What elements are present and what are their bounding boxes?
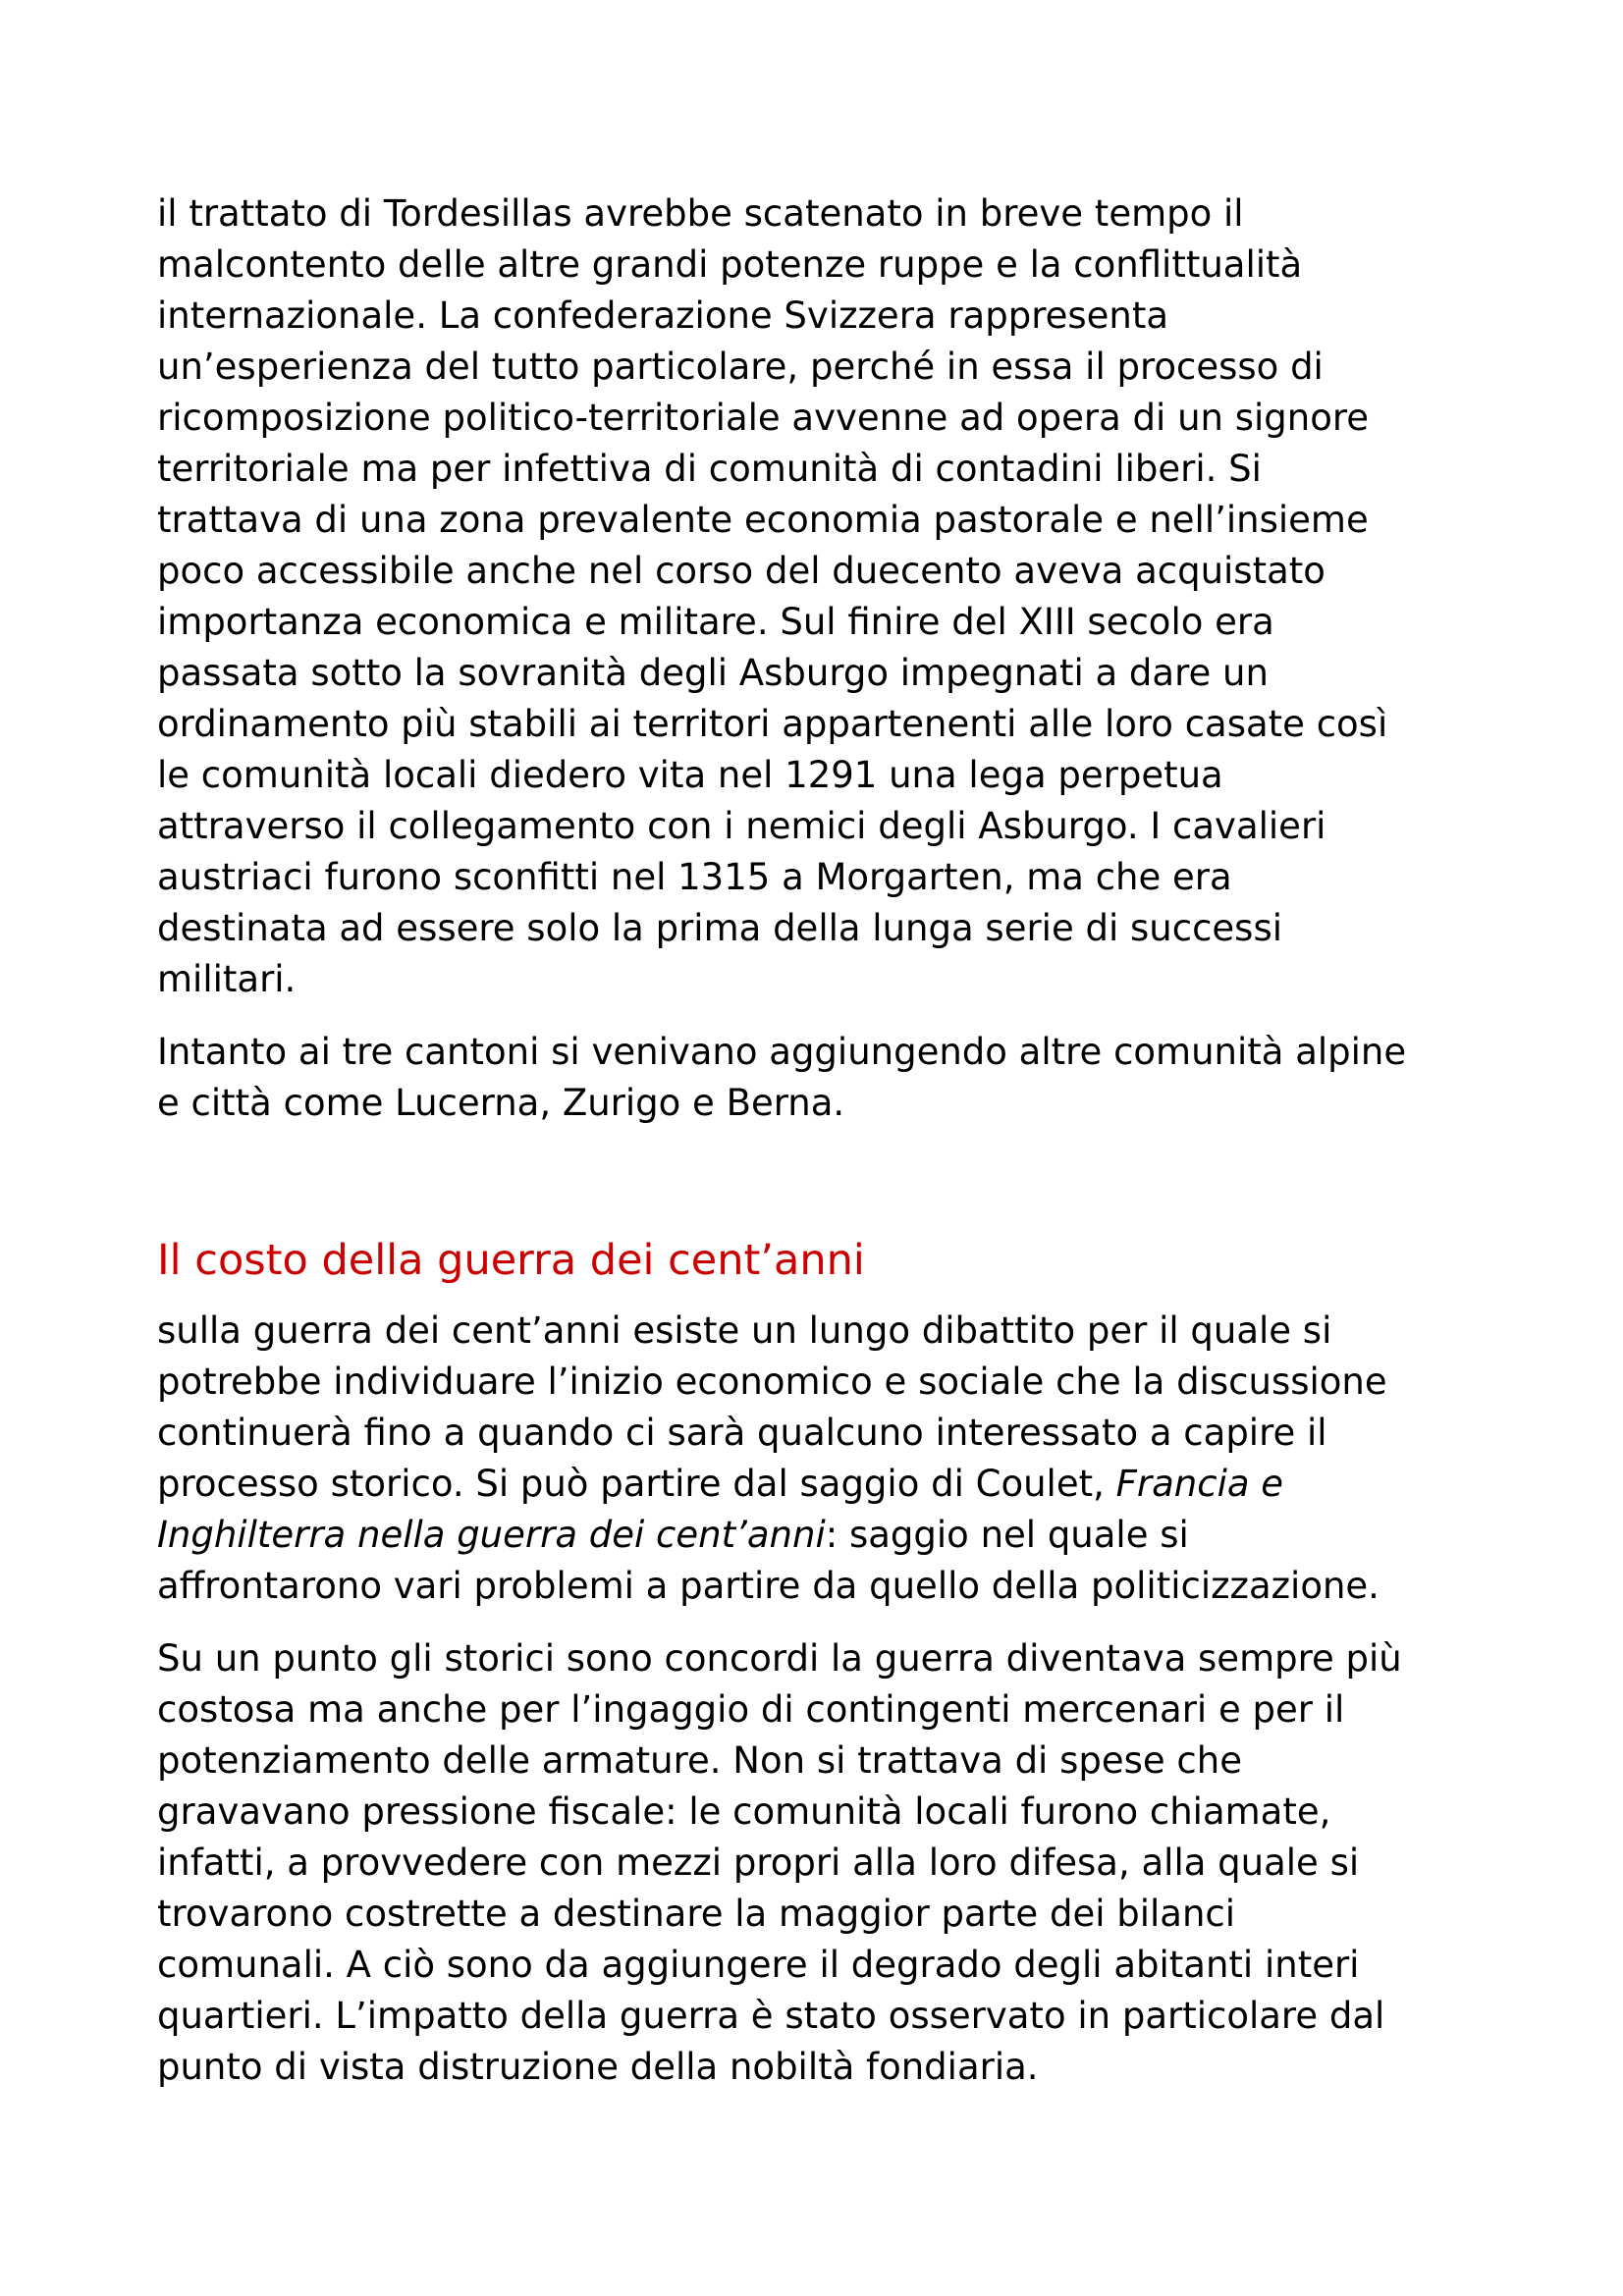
text-line: militari.: [157, 958, 297, 1000]
text-line: destinata ad essere solo la prima della lunga serie di successi: [157, 907, 1283, 949]
text-line: costosa ma anche per l’ingaggio di contingenti mercenari e per il: [157, 1688, 1345, 1731]
paragraph-costo: [157, 1633, 1492, 2093]
text-line: affrontarono vari problemi a partire da quello della politicizzazione.: [157, 1565, 1380, 1607]
text-run: processo storico. Si può partire dal saggio di Coulet,: [157, 1463, 1116, 1505]
paragraph-tordesillas: [157, 188, 1492, 1005]
text-line: trattava di una zona prevalente economia pastorale e nell’insieme: [157, 499, 1369, 541]
text-line: punto di vista distruzione della nobiltà fondiaria.: [157, 2046, 1039, 2088]
text-line: ricomposizione politico-territoriale avvenne ad opera di un signore: [157, 397, 1370, 439]
text-run: : saggio nel quale si: [825, 1514, 1189, 1556]
text-line: importanza economica e militare. Sul finire del XIII secolo era: [157, 601, 1274, 643]
text-line: sulla guerra dei cent’anni esiste un lungo dibattito per il quale si: [157, 1309, 1332, 1352]
text-line: continuerà fino a quando ci sarà qualcuno interessato a capire il: [157, 1412, 1327, 1454]
section-gap: [157, 1150, 1492, 1233]
text-line: malcontento delle altre grandi potenze ruppe e la conflittualità: [157, 243, 1303, 286]
text-line: gravavano pressione fiscale: le comunità locali furono chiamate,: [157, 1790, 1331, 1833]
text-line: infatti, a provvedere con mezzi propri alla loro difesa, alla quale si: [157, 1842, 1360, 1884]
section-heading: Il costo della guerra dei cent’anni: [157, 1236, 865, 1285]
text-line: trovarono costrette a destinare la maggior parte dei bilanci: [157, 1893, 1236, 1935]
text-line: comunali. A ciò sono da aggiungere il degrado degli abitanti interi: [157, 1944, 1360, 1986]
text-line: austriaci furono sconfitti nel 1315 a Morgarten, ma che era: [157, 856, 1232, 898]
text-line: internazionale. La confederazione Svizzera rappresenta: [157, 294, 1169, 337]
text-line: un’esperienza del tutto particolare, perché in essa il processo di: [157, 346, 1324, 388]
text-line: le comunità locali diedero vita nel 1291 una lega perpetua: [157, 754, 1223, 796]
book-title-italic: Francia e: [1115, 1463, 1284, 1505]
text-line: quartieri. L’impatto della guerra è stato osservato in particolare dal: [157, 1995, 1385, 2037]
text-line: potrebbe individuare l’inizio economico e sociale che la discussione: [157, 1361, 1387, 1403]
text-line: passata sotto la sovranità degli Asburgo impegnati a dare un: [157, 652, 1269, 694]
text-line: territoriale ma per infettiva di comunità di contadini liberi. Si: [157, 448, 1262, 490]
text-line: Su un punto gli storici sono concordi la guerra diventava sempre più: [157, 1637, 1402, 1680]
text-line: potenziamento delle armature. Non si trattava di spese che: [157, 1739, 1242, 1782]
text-line: il trattato di Tordesillas avrebbe scatenato in breve tempo il: [157, 192, 1244, 235]
document-page: [157, 188, 1492, 2114]
text-line: Intanto ai tre cantoni si venivano aggiungendo altre comunità alpine: [157, 1031, 1407, 1073]
paragraph-dibattito: [157, 1306, 1492, 1612]
text-line: [157, 1510, 1492, 1561]
text-line: [157, 1459, 1492, 1510]
book-title-italic: Inghilterra nella guerra dei cent’anni: [157, 1514, 826, 1556]
text-line: ordinamento più stabili ai territori appartenenti alle loro casate così: [157, 703, 1388, 745]
paragraph-cantoni: [157, 1027, 1492, 1129]
text-line: poco accessibile anche nel corso del duecento aveva acquistato: [157, 550, 1325, 592]
text-line: e città come Lucerna, Zurigo e Berna.: [157, 1082, 845, 1124]
text-line: attraverso il collegamento con i nemici degli Asburgo. I cavalieri: [157, 805, 1326, 847]
